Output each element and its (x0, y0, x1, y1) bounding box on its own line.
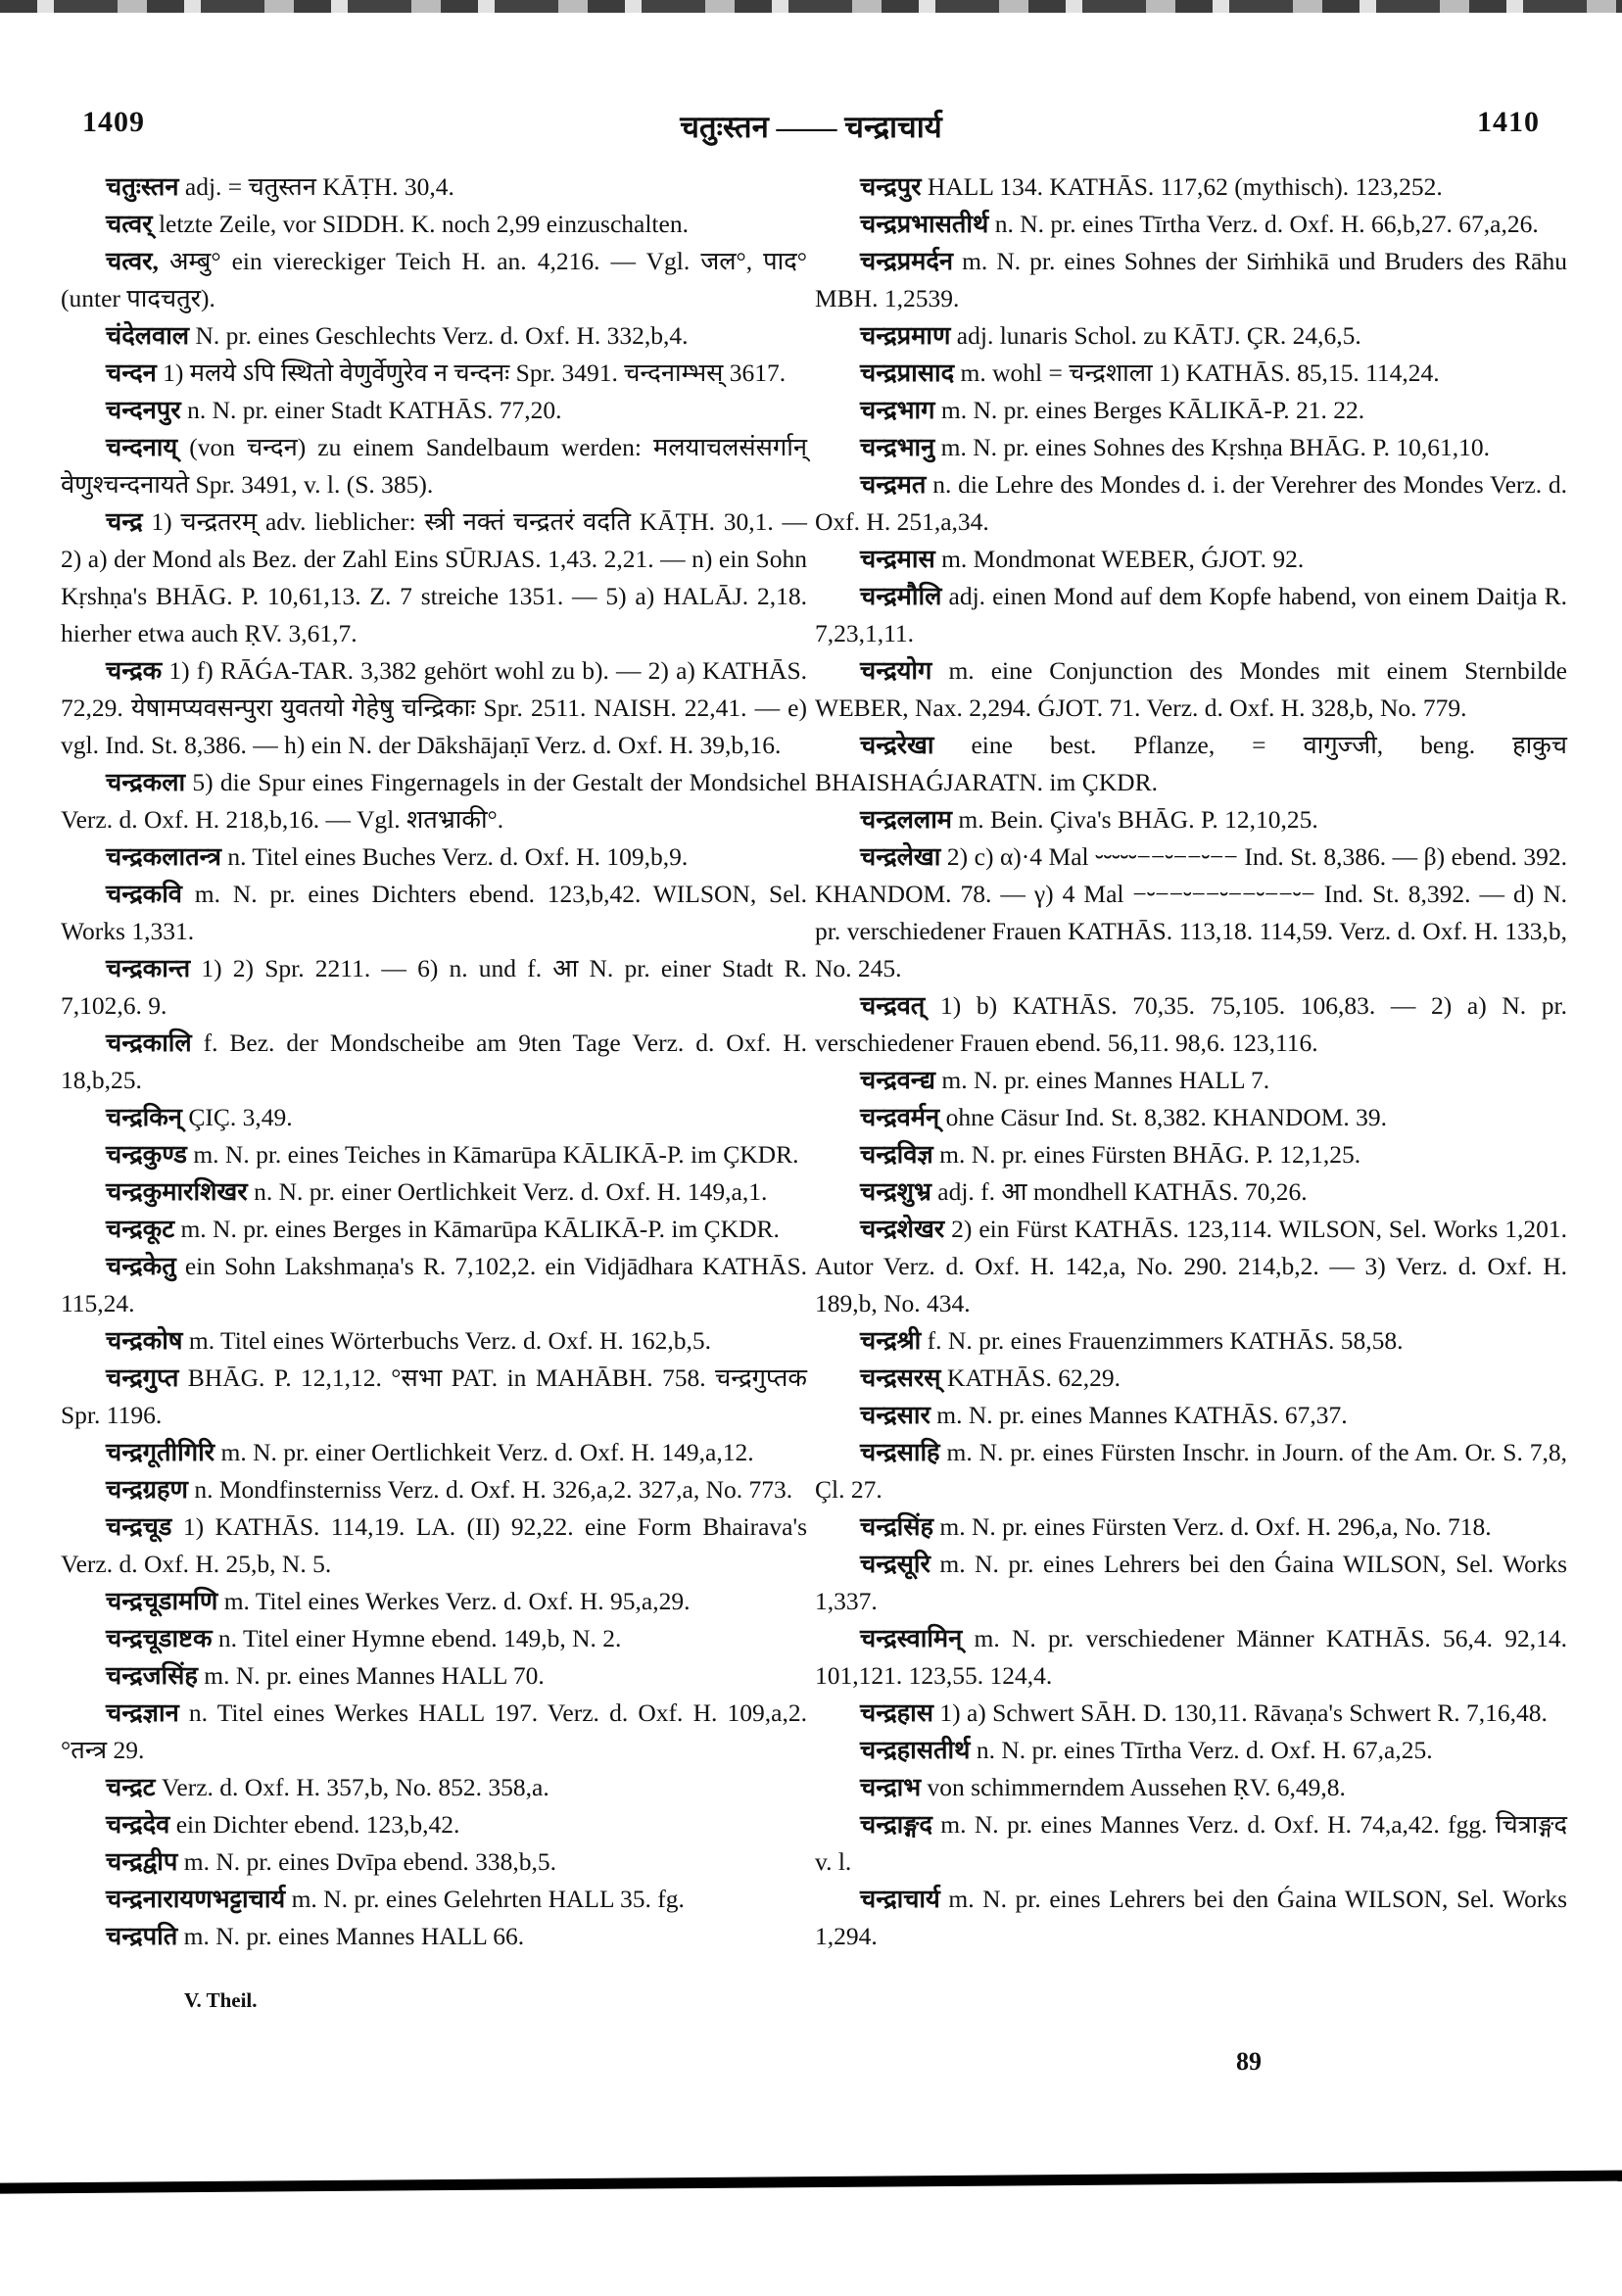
dictionary-entry (61, 838, 807, 876)
entry-headword: चन्द्रवर्मन् (860, 1103, 940, 1131)
dictionary-entry (815, 1136, 1567, 1173)
entry-body: m. wohl = चन्द्रशाला 1) KATHĀS. 85,15. 114,24. (954, 359, 1440, 387)
entry-body: m. Mondmonat WEBER, ǴJOT. 92. (934, 545, 1305, 573)
entry-body: n. Titel eines Werkes HALL 197. Verz. d. Oxf. H. 109,a,2. °तन्त्र 29. (61, 1698, 807, 1764)
entry-headword: चन्द्रगूतीगिरि (106, 1438, 215, 1466)
dictionary-entry (815, 429, 1567, 466)
entry-body: m. N. pr. eines Mannes HALL 70. (197, 1661, 545, 1690)
entry-body: n. Mondfinsterniss Verz. d. Oxf. H. 326,a,2. 327,a, No. 773. (187, 1475, 793, 1504)
dictionary-entry (815, 1360, 1567, 1397)
entry-headword: चन्द्ररेखा (860, 731, 934, 759)
entry-headword: चन्द्रप्रासाद (860, 359, 955, 387)
dictionary-entry (815, 1397, 1567, 1434)
entry-headword: चन्द्रवत् (860, 991, 926, 1020)
entry-body: m. N. pr. eines Sohnes des Kṛshṇa BHĀG. P. 10,61,10. (934, 433, 1490, 461)
entry-body: ein Dichter ebend. 123,b,42. (169, 1810, 460, 1839)
entry-headword: चन्द्रकुण्ड (106, 1140, 187, 1169)
entry-headword: चन्द्रविज्ञ (860, 1140, 933, 1169)
dictionary-entry (61, 392, 807, 429)
dictionary-entry (61, 1508, 807, 1583)
dictionary-entry (815, 652, 1567, 727)
entry-headword: चत्वर, (106, 247, 159, 275)
entry-body: 1) a) Schwert SĀH. D. 130,11. Rāvaṇa's Schwert R. 7,16,48. (933, 1698, 1548, 1727)
page-number-right: 1410 (1477, 106, 1540, 138)
dictionary-entry (61, 1434, 807, 1471)
dictionary-entry (61, 1583, 807, 1620)
dictionary-entry (815, 1732, 1567, 1769)
entry-body: m. N. pr. eines Lehrers bei den Ǵaina WILSON, Sel. Works 1,294. (815, 1885, 1567, 1950)
dictionary-entry (815, 1434, 1567, 1508)
entry-body: m. N. pr. eines Dvīpa ebend. 338,b,5. (177, 1847, 557, 1876)
entry-body: m. N. pr. eines Lehrers bei den Ǵaina WILSON, Sel. Works 1,337. (815, 1550, 1567, 1615)
entry-body: letzte Zeile, vor SIDDH. K. noch 2,99 einzuschalten. (152, 210, 689, 238)
dictionary-entry (815, 1508, 1567, 1546)
dictionary-entry (61, 950, 807, 1025)
entry-headword: चन्द्रसूरि (860, 1550, 930, 1578)
entry-body: f. Bez. der Mondscheibe am 9ten Tage Verz. d. Oxf. H. 18,b,25. (61, 1028, 807, 1094)
entry-body: adj. = चतुस्तन KĀṬH. 30,4. (178, 172, 454, 201)
entry-headword: चन्द्रप्रमाण (860, 321, 951, 350)
entry-body: adj. f. आ mondhell KATHĀS. 70,26. (930, 1177, 1308, 1206)
dictionary-entry (61, 1025, 807, 1099)
entry-body: m. N. pr. eines Fürsten Verz. d. Oxf. H. 296,a, No. 718. (933, 1512, 1492, 1541)
dictionary-entry (61, 1248, 807, 1322)
entry-headword: चन्दन (106, 359, 157, 387)
entry-body: 1) 2) Spr. 2211. — 6) n. und f. आ N. pr. einer Stadt R. 7,102,6. 9. (61, 954, 807, 1020)
entry-headword: चन्द्रभाग (860, 396, 935, 424)
dictionary-entry (61, 1620, 807, 1657)
dictionary-entry (815, 243, 1567, 317)
entry-headword: चन्द्राङ्गद (860, 1810, 932, 1839)
entry-headword: चन्द्राचार्य (860, 1885, 940, 1913)
entry-headword: चन्दनपुर (106, 396, 181, 424)
entry-body: m. N. pr. eines Mannes HALL 7. (935, 1066, 1270, 1094)
entry-headword: चन्द्रस्वामिन् (860, 1624, 963, 1652)
entry-body: Verz. d. Oxf. H. 357,b, No. 852. 358,a. (155, 1773, 549, 1801)
entry-body: m. N. pr. eines Mannes Verz. d. Oxf. H. 74,a,42. fgg. चित्राङ्गद v. l. (815, 1810, 1567, 1876)
dictionary-entry (815, 1695, 1567, 1732)
entry-body: f. N. pr. eines Frauenzimmers KATHĀS. 58,58. (921, 1326, 1404, 1355)
dictionary-entry (61, 1806, 807, 1843)
entry-body: N. pr. eines Geschlechts Verz. d. Oxf. H. 332,b,4. (189, 321, 689, 350)
entry-body: m. N. pr. eines Mannes KATHĀS. 67,37. (930, 1401, 1348, 1429)
entry-body: अम्बु° ein viereckiger Teich H. an. 4,216. — Vgl. जल°, पाद° (unter पादचतुर). (61, 247, 807, 312)
entry-body: (von चन्दन) zu einem Sandelbaum werden: मलयाचलसंसर्गान् वेणुश्चन्दनायते Spr. 3491, v. l. (S. 385). (61, 433, 807, 499)
entry-headword: चन्द्रसिंह (860, 1512, 933, 1541)
entry-headword: चन्द्रट (106, 1773, 156, 1801)
entry-body: 1) मलये ऽपि स्थितो वेणुर्वेणुरेव न चन्दनः Spr. 3491. चन्दनाम्भस् 3617. (156, 359, 787, 387)
entry-body: KATHĀS. 62,29. (940, 1363, 1121, 1392)
dictionary-entry (61, 764, 807, 838)
entry-body: adj. einen Mond auf dem Kopfe habend, von einem Daitja R. 7,23,1,11. (815, 582, 1567, 647)
entry-body: von schimmerndem Aussehen ṚV. 6,49,8. (921, 1773, 1346, 1801)
entry-body: m. N. pr. eines Fürsten Inschr. in Journ. of the Am. Or. S. 7,8, Çl. 27. (815, 1438, 1567, 1504)
entry-headword: चन्द्रदेव (106, 1810, 170, 1839)
dictionary-entry (61, 317, 807, 355)
running-head-keywords: चतुःस्तन —— चन्द्राचार्य (680, 110, 942, 144)
volume-signature: V. Theil. (184, 1988, 258, 2012)
entry-headword: चन्द्रसाहि (860, 1438, 940, 1466)
entry-headword: चन्द्रललाम (860, 805, 953, 834)
entry-headword: चन्द्रकुमारशिखर (106, 1177, 248, 1206)
entry-headword: चन्द्रहास (860, 1698, 933, 1727)
entry-body: ohne Cäsur Ind. St. 8,382. KHANDOM. 39. (939, 1103, 1388, 1131)
entry-body: BHĀG. P. 12,1,12. °सभा PAT. in MAHĀBH. 758. चन्द्रगुप्तक Spr. 1196. (61, 1363, 807, 1429)
entry-headword: चन्द्र (106, 507, 143, 536)
dictionary-entry (815, 801, 1567, 838)
dictionary-entry (815, 392, 1567, 429)
entry-headword: चन्द्रसरस् (860, 1363, 941, 1392)
dictionary-entry (61, 876, 807, 950)
dictionary-entry (61, 1136, 807, 1173)
entry-headword: चन्द्रकेतु (106, 1252, 176, 1280)
dictionary-entry (61, 429, 807, 503)
dictionary-entry (815, 355, 1567, 392)
entry-headword: चन्द्रहासतीर्थ (860, 1736, 971, 1764)
dictionary-entry (61, 1881, 807, 1918)
entry-headword: चत्वर् (106, 210, 153, 238)
entry-headword: चन्द्रशुभ्र (860, 1177, 931, 1206)
dictionary-entry (61, 1769, 807, 1806)
dictionary-entry (815, 1620, 1567, 1695)
entry-body: n. N. pr. eines Tīrtha Verz. d. Oxf. H. 67,a,25. (970, 1736, 1433, 1764)
entry-body: m. Bein. Çiva's BHĀG. P. 12,10,25. (952, 805, 1318, 834)
entry-headword: चतुःस्तन (106, 172, 179, 201)
entry-body: m. N. pr. verschiedener Männer KATHĀS. 56,4. 92,14. 101,121. 123,55. 124,4. (815, 1624, 1567, 1690)
dictionary-entry (61, 1211, 807, 1248)
entry-headword: चन्द्रसार (860, 1401, 930, 1429)
entry-headword: चन्द्रकवि (106, 880, 182, 908)
entry-body: m. eine Conjunction des Mondes mit einem Sternbilde WEBER, Nax. 2,294. ǴJOT. 71. Verz. d. Oxf. H. 328,b, No. 779. (815, 656, 1567, 722)
dictionary-entry (815, 1546, 1567, 1620)
scan-bottom-rule-artifact (0, 2170, 1622, 2194)
sheet-number: 89 (1236, 2047, 1262, 2076)
dictionary-entry (815, 1322, 1567, 1360)
dictionary-entry (815, 206, 1567, 243)
entry-headword: चन्द्रलेखा (860, 842, 941, 871)
dictionary-entry (815, 727, 1567, 801)
entry-headword: चन्द्रजसिंह (106, 1661, 198, 1690)
entry-body: n. Titel einer Hymne ebend. 149,b, N. 2. (212, 1624, 622, 1652)
entry-headword: चन्द्रमास (860, 545, 935, 573)
entry-headword: चन्द्रकलातन्त्र (106, 842, 221, 871)
entry-body: m. N. pr. eines Gelehrten HALL 35. fg. (285, 1885, 685, 1913)
entry-headword: चन्द्रक (106, 656, 163, 685)
entry-body: 2) ein Fürst KATHĀS. 123,114. WILSON, Sel. Works 1,201. Autor Verz. d. Oxf. H. 142,a, No. 290. 214,b,2. — 3) Verz. d. Oxf. H. 189,b, No. 434. (815, 1215, 1567, 1317)
dictionary-entry (61, 1918, 807, 1955)
entry-body: m. N. pr. eines Mannes HALL 66. (177, 1922, 525, 1950)
entry-headword: चन्द्रज्ञान (106, 1698, 179, 1727)
dictionary-entry (61, 206, 807, 243)
entry-headword: चन्द्रभानु (860, 433, 935, 461)
entry-body: m. N. pr. einer Oertlichkeit Verz. d. Oxf. H. 149,a,12. (215, 1438, 754, 1466)
scan-top-edge-artifact (0, 0, 1622, 13)
entry-headword: चन्द्रकला (106, 768, 186, 796)
dictionary-entry (61, 1657, 807, 1695)
entry-headword: चन्द्रकूट (106, 1215, 175, 1243)
dictionary-entry (815, 541, 1567, 578)
entry-headword: चन्द्रगुप्त (106, 1363, 179, 1392)
dictionary-entry (815, 987, 1567, 1062)
entry-headword: चन्द्रप्रमर्दन (860, 247, 954, 275)
entry-headword: चन्द्रमौलि (860, 582, 942, 610)
entry-headword: चन्द्रवन्द्य (860, 1066, 935, 1094)
entry-headword: चन्द्रकोष (106, 1326, 183, 1355)
entry-headword: चन्द्रद्वीप (106, 1847, 178, 1876)
entry-body: 1) KATHĀS. 114,19. LA. (II) 92,22. eine Form Bhairava's Verz. d. Oxf. H. 25,b, N. 5. (61, 1512, 807, 1578)
dictionary-entry (815, 1211, 1567, 1322)
entry-body: 2) c) α)·4 Mal ⏑⏑⏑⏑⏑−−⏑−−⏑−− Ind. St. 8,386. — β) ebend. 392. KHANDOM. 78. — γ) 4 Mal −⏑−−⏑−−⏑−−⏑−−⏑− Ind. St. 8,392. — d) N. pr. verschiedener Frauen KATHĀS. 113,18. 114,59. Verz. d. Oxf. H. 133,b, No. 245. (815, 842, 1567, 982)
entry-body: n. N. pr. einer Stadt KATHĀS. 77,20. (180, 396, 562, 424)
entry-body: n. Titel eines Buches Verz. d. Oxf. H. 109,b,9. (221, 842, 689, 871)
dictionary-entry (61, 1843, 807, 1881)
entry-body: eine best. Pflanze, = वागुज्जी, beng. हाकुच BHAISHAǴJARATN. im ÇKDR. (815, 731, 1567, 796)
entry-body: m. N. pr. eines Fürsten BHĀG. P. 12,1,25. (932, 1140, 1361, 1169)
entry-headword: चन्द्रपति (106, 1922, 178, 1950)
dictionary-entry (815, 317, 1567, 355)
entry-headword: चन्द्रपुर (860, 172, 922, 201)
dictionary-entry (61, 355, 807, 392)
dictionary-entry (61, 168, 807, 206)
entry-headword: चन्द्रकिन् (106, 1103, 182, 1131)
entry-body: m. Titel eines Wörterbuchs Verz. d. Oxf. H. 162,b,5. (182, 1326, 712, 1355)
entry-headword: चन्द्रप्रभासतीर्थ (860, 210, 989, 238)
entry-body: n. N. pr. eines Tīrtha Verz. d. Oxf. H. 66,b,27. 67,a,26. (988, 210, 1539, 238)
dictionary-entry (61, 652, 807, 764)
dictionary-entry (61, 503, 807, 652)
dictionary-entry (815, 466, 1567, 541)
entry-body: 1) चन्द्रतरम् adv. lieblicher: स्त्री नक्तं चन्द्रतरं वदति KĀṬH. 30,1. — 2) a) der Mond als Bez. der Zahl Eins SŪRJAS. 1,43. 2,21. — n) ein Sohn Kṛshṇa's BHĀG. P. 10,61,13. Z. 7 streiche 1351. — 5) a) HALĀJ. 2,18. hierher etwa auch ṚV. 3,61,7. (61, 507, 807, 647)
dictionary-entry (815, 1769, 1567, 1806)
entry-body: 1) f) RĀǴA-TAR. 3,382 gehört wohl zu b). — 2) a) KATHĀS. 72,29. येषामप्यवसन्पुरा युवतयो गेहेषु चन्द्रिकाः Spr. 2511. NAISH. 22,41. — e) vgl. Ind. St. 8,386. — h) ein N. der Dākshājaṇī Verz. d. Oxf. H. 39,b,16. (61, 656, 807, 759)
dictionary-entry (61, 1695, 807, 1769)
entry-headword: चन्द्रचूडाष्टक (106, 1624, 213, 1652)
dictionary-entry (815, 578, 1567, 652)
dictionary-entry (815, 168, 1567, 206)
dictionary-entry (815, 1062, 1567, 1099)
dictionary-entry (815, 1099, 1567, 1136)
entry-headword: चन्द्रकालि (106, 1028, 192, 1057)
entry-body: n. N. pr. einer Oertlichkeit Verz. d. Oxf. H. 149,a,1. (247, 1177, 768, 1206)
entry-headword: चन्द्रमत (860, 470, 927, 499)
page-number-left: 1409 (82, 106, 145, 138)
dictionary-entry (61, 1360, 807, 1434)
entry-headword: चन्द्रयोग (860, 656, 932, 685)
entry-body: adj. lunaris Schol. zu KĀTJ. ÇR. 24,6,5. (950, 321, 1361, 350)
entry-body: ein Sohn Lakshmaṇa's R. 7,102,2. ein Vidjādhara KATHĀS. 115,24. (61, 1252, 807, 1317)
column-right (815, 168, 1567, 1955)
entry-headword: चन्द्रकान्त (106, 954, 191, 982)
entry-headword: चंदेलवाल (106, 321, 190, 350)
entry-body: m. N. pr. eines Sohnes der Siṁhikā und Bruders des Rāhu MBH. 1,2539. (815, 247, 1567, 312)
entry-headword: चन्द्रनारायणभट्टाचार्य (106, 1885, 286, 1913)
column-left (61, 168, 807, 1955)
entry-body: m. N. pr. eines Teiches in Kāmarūpa KĀLIKĀ-P. im ÇKDR. (186, 1140, 799, 1169)
dictionary-entry (61, 1173, 807, 1211)
entry-headword: चन्द्रचूड (106, 1512, 172, 1541)
dictionary-entry (815, 838, 1567, 987)
entry-body: m. Titel eines Werkes Verz. d. Oxf. H. 95,a,29. (217, 1587, 691, 1615)
running-head (0, 106, 1622, 151)
entry-body: m. N. pr. eines Berges KĀLIKĀ-P. 21. 22. (934, 396, 1365, 424)
dictionary-entry (815, 1806, 1567, 1881)
entry-body: m. N. pr. eines Berges in Kāmarūpa KĀLIKĀ-P. im ÇKDR. (174, 1215, 780, 1243)
dictionary-entry (61, 1322, 807, 1360)
dictionary-entry (61, 1099, 807, 1136)
entry-body: m. N. pr. eines Dichters ebend. 123,b,42. WILSON, Sel. Works 1,331. (61, 880, 807, 945)
dictionary-entry (815, 1881, 1567, 1955)
entry-headword: चन्द्राभ (860, 1773, 922, 1801)
entry-headword: चन्द्रग्रहण (106, 1475, 188, 1504)
entry-body: n. die Lehre des Mondes d. i. der Verehrer des Mondes Verz. d. Oxf. H. 251,a,34. (815, 470, 1567, 536)
entry-body: HALL 134. KATHĀS. 117,62 (mythisch). 123,252. (921, 172, 1443, 201)
dictionary-entry (61, 1471, 807, 1508)
dictionary-entry (61, 243, 807, 317)
dictionary-entry (815, 1173, 1567, 1211)
entry-body: 5) die Spur eines Fingernagels in der Gestalt der Mondsichel Verz. d. Oxf. H. 218,b,16. — Vgl. शतभ्राकी°. (61, 768, 807, 834)
entry-body: ÇIÇ. 3,49. (181, 1103, 293, 1131)
entry-body: 1) b) KATHĀS. 70,35. 75,105. 106,83. — 2) a) N. pr. verschiedener Frauen ebend. 56,11. 98,6. 123,116. (815, 991, 1567, 1057)
entry-headword: चन्द्रचूडामणि (106, 1587, 218, 1615)
entry-headword: चन्दनाय् (106, 433, 178, 461)
entry-headword: चन्द्रशेखर (860, 1215, 945, 1243)
entry-headword: चन्द्रश्री (860, 1326, 922, 1355)
